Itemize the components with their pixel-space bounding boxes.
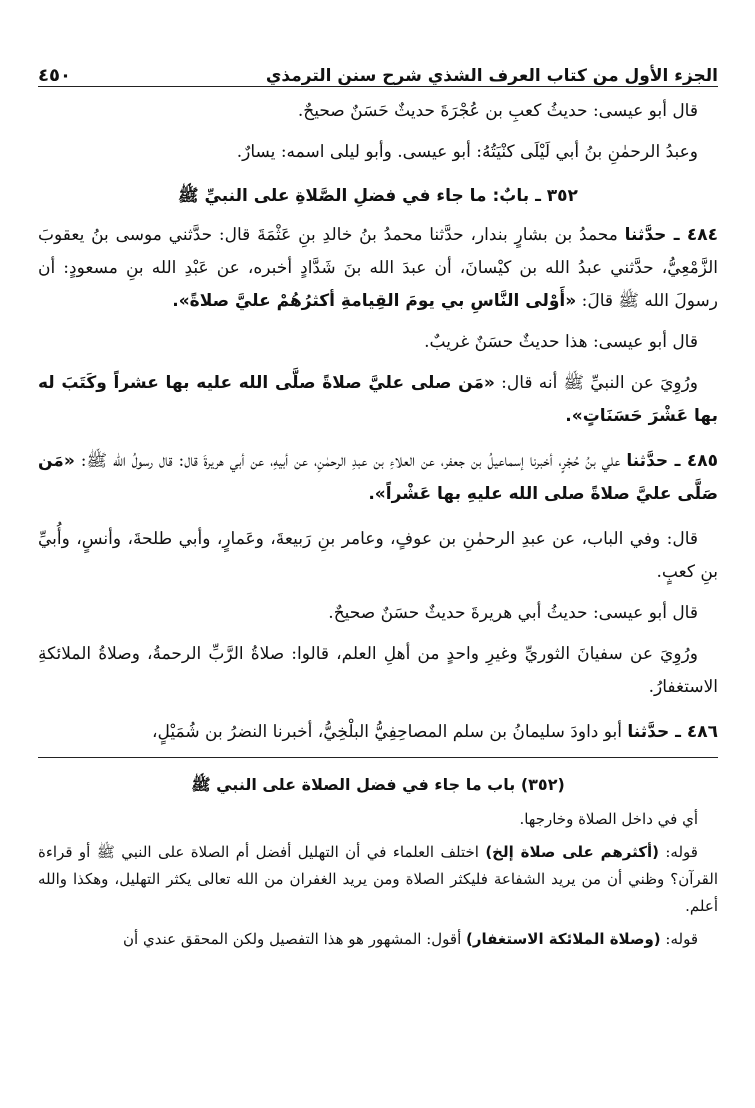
paragraph-3: قال أبو عيسى: هذا حديثٌ حسَنٌ غريبٌ. (424, 332, 698, 352)
hadith-485-number: ٤٨٥ ـ حدَّثنا (626, 451, 718, 471)
commentary-heading: (٣٥٢) باب ما جاء في فضل الصلاة على النبي ﷺ (191, 775, 565, 794)
commentary-2 (38, 839, 718, 920)
commentary-3-text: أقول: المشهور هو هذا التفصيل ولكن المحقق عندي أن (123, 930, 462, 948)
chapter-heading: ٣٥٢ ـ بابٌ: ما جاء في فضلِ الصَّلاةِ على النبيِّ ﷺ (178, 186, 578, 206)
hadith-484-chain: محمدُ بن بشارٍ بندار، حدَّثنا محمدُ بنُ خالدِ بنِ عَثْمَةَ قال: حدَّثني موسى بنُ يعقوبَ الزَّمْعِيُّ، حدَّثني عبدُ الله بن كيْسانَ، أن عبدَ الله بنَ شَدَّادٍ أخبره، عن عَبْدِ الله بنِ مسعودٍ: أن رسولَ الله ﷺ قالَ: (38, 225, 718, 311)
paragraph-5: قال: وفي الباب، عن عبدِ الرحمٰنِ بن عوفٍ، وعامر بنِ رَبيعةَ، وعَمارٍ، وأبي طلحةَ، وأنسٍ، وأُبيِّ بنِ كعبٍ. (38, 529, 718, 582)
paragraph-2: وعبدُ الرحمٰنِ بنُ أبي لَيْلَى كنْيَتُهُ: أبو عيسى. وأبو ليلى اسمه: يسارٌ. (236, 142, 698, 162)
paragraph-4-quote: «مَن صلى عليَّ صلاةً صلَّى الله عليه بها عشراً وكَتَبَ له بها عَشْرَ حَسَنَاتٍ». (38, 373, 718, 426)
hadith-485 (38, 445, 718, 511)
paragraph-4-text: ورُوِيَ عن النبيِّ ﷺ أنه قال: (501, 373, 699, 393)
commentary-3-keyword: (وصلاة الملائكة الاستغفار) (466, 930, 661, 948)
footnote-divider (38, 757, 718, 758)
paragraph-4 (38, 367, 718, 433)
hadith-485-quote: «مَن صَلَّى عليَّ صلاةً صلى الله عليهِ بها عَشْراً». (38, 451, 718, 504)
paragraph-7: ورُوِيَ عن سفيانَ الثوريِّ وغيرِ واحدٍ من أهلِ العلم، قالوا: صلاةُ الرَّبِّ الرحمةُ، وصلاةُ الملائكةِ الاستغفارُ. (38, 644, 718, 697)
hadith-484-number: ٤٨٤ ـ حدَّثنا (624, 225, 718, 245)
commentary-2-text: اختلف العلماء في أن التهليل أفضل أم الصلاة على النبي ﷺ أو قراءة القرآن؟ وظني أن من يريد الشفاعة فليكثر الصلاة ومن يريد الغفران من الله تعالى يكثر التهليل، وهكذا والله أعلم. (38, 843, 718, 915)
hadith-486-number: ٤٨٦ ـ حدَّثنا (627, 722, 718, 742)
hadith-484 (38, 219, 718, 318)
page-header (38, 52, 718, 87)
commentary-section (38, 768, 718, 953)
paragraph-6: قال أبو عيسى: حديثُ أبي هريرةَ حديثٌ حسَنٌ صحيحٌ. (328, 603, 698, 623)
running-title: الجزء الأول من كتاب العرف الشذي شرح سنن الترمذي (265, 66, 718, 86)
hadith-485-chain: علي بنُ حُجْرٍ، أخبرنا إسماعيلُ بن جعفر، عن العلاءِ بن عبدِ الرحمٰنِ، عن أبيهِ، عن أبي هريرةَ قال: قال رسولُ الله ﷺ: (80, 451, 621, 471)
hadith-484-quote: «أَوْلى النَّاسِ بي يومَ القِيامةِ أكثرُهُمْ عليَّ صلاةً». (172, 291, 577, 311)
commentary-2-lead: قوله: (665, 843, 698, 861)
hadith-486 (38, 716, 718, 749)
main-text (38, 95, 718, 749)
commentary-2-keyword: (أكثرهم على صلاة إلخ) (485, 843, 659, 861)
page-number: ٤٥٠ (38, 65, 71, 86)
commentary-1: أي في داخل الصلاة وخارجها. (519, 810, 698, 828)
commentary-3-lead: قوله: (665, 930, 698, 948)
commentary-3 (38, 926, 718, 953)
paragraph-1: قال أبو عيسى: حديثُ كعبِ بن عُجْرَةَ حديثٌ حَسَنٌ صحيحٌ. (297, 101, 698, 121)
hadith-486-chain: أبو داودَ سليمانُ بن سلم المصاحِفِيُّ البلْخِيُّ، أخبرنا النضرُ بن شُمَيْلٍ، (152, 722, 623, 742)
book-page (38, 52, 718, 959)
